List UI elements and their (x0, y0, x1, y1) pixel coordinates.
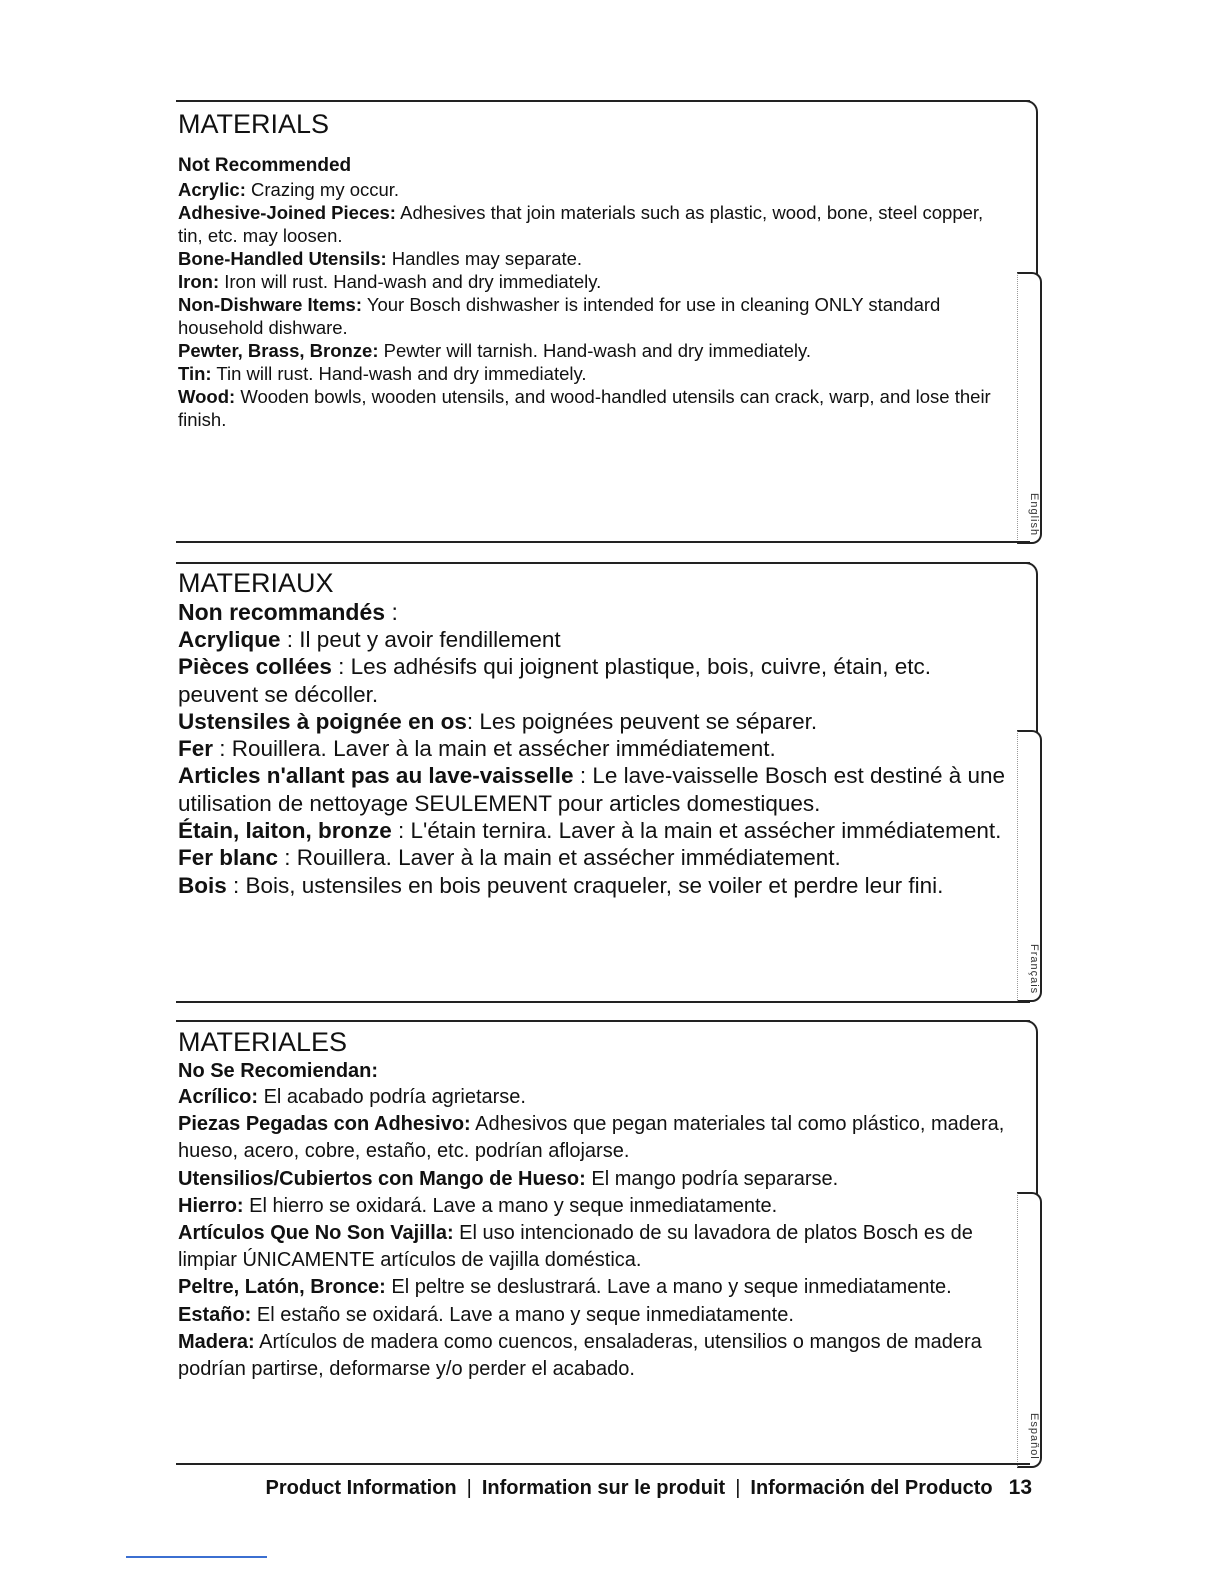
item-text: Pewter will tarnish. Hand-wash and dry immediately. (378, 340, 812, 361)
french-tab-label: Français (1028, 943, 1040, 994)
item-term: Peltre, Latón, Bronce: (178, 1276, 386, 1299)
english-tab-label: English (1028, 492, 1040, 536)
french-title: MATERIAUX (178, 568, 334, 598)
footer-product-information: Product Information (265, 1477, 457, 1499)
english-content (178, 108, 1008, 431)
english-item (178, 293, 1008, 339)
english-section (176, 100, 1038, 544)
french-bottom-rule (176, 1001, 1030, 1003)
item-text: : L'étain ternira. Laver à la main et assécher immédiatement. (391, 818, 1002, 844)
item-text: El mango podría separarse. (585, 1167, 839, 1190)
item-text: : Bois, ustensiles en bois peuvent craqueler, se voiler et perdre leur fini. (226, 872, 944, 898)
english-item (178, 201, 1008, 247)
spanish-bottom-rule (176, 1463, 1030, 1465)
french-top-rule (176, 562, 1030, 564)
item-text: Handles may separate. (386, 248, 583, 269)
item-text: : Les adhésifs qui joignent plastique, bois, cuivre, étain, etc. peuvent se décoller. (178, 654, 931, 707)
item-text: : Il peut y avoir fendillement (280, 627, 561, 652)
item-term: Hierro: (178, 1194, 244, 1217)
item-term: Madera: (178, 1330, 255, 1353)
spanish-top-rule (176, 1020, 1030, 1022)
french-item (178, 762, 1008, 817)
spanish-section (176, 1020, 1038, 1466)
footer-separator: | (735, 1477, 741, 1499)
french-content (178, 568, 1008, 899)
english-item (178, 339, 1008, 362)
item-text: Tin will rust. Hand-wash and dry immediately. (211, 363, 587, 384)
item-text: El acabado podría agrietarse. (258, 1086, 526, 1108)
english-item (178, 270, 1008, 293)
item-term: Wood: (178, 386, 236, 407)
item-text: : Rouillera. Laver à la main et assécher immédiatement. (278, 845, 841, 871)
english-item (178, 362, 1008, 385)
french-language-tab (1017, 730, 1042, 1002)
item-term: Bone-Handled Utensils: (178, 248, 387, 269)
item-term: Pewter, Brass, Bronze: (178, 340, 379, 361)
french-item (178, 872, 1008, 899)
french-item (178, 653, 1008, 708)
english-top-rule (176, 100, 1030, 102)
french-item (178, 626, 1008, 653)
item-text: Artículos de madera como cuencos, ensaladeras, utensilios o mangos de madera podrían partirse, deformarse y/o perder el acabado. (178, 1330, 982, 1381)
spanish-item (178, 1274, 1008, 1301)
page-footer (176, 1476, 1038, 1500)
spanish-language-tab (1017, 1192, 1042, 1468)
item-text: : Les poignées peuvent se séparer. (466, 708, 818, 734)
item-text: Adhesivos que pegan materiales tal como plástico, madera, hueso, acero, cobre, estaño, etc. podrían aflojarse. (178, 1113, 1005, 1163)
page-number: 13 (1008, 1476, 1032, 1499)
english-bottom-rule (176, 541, 1030, 543)
item-text: : Le lave-vaisselle Bosch est destiné à une utilisation de nettoyage SEULEMENT pour articles domestiques. (178, 763, 1006, 816)
english-item (178, 385, 1008, 431)
item-text: El peltre se deslustrará. Lave a mano y seque inmediatamente. (385, 1276, 952, 1299)
subtitle-suffix: : (385, 599, 398, 625)
item-term: Fer blanc (178, 845, 279, 871)
item-term: Acrylique (178, 627, 281, 652)
english-item (178, 247, 1008, 270)
spanish-title: MATERIALES (178, 1027, 348, 1057)
item-term: Étain, laiton, bronze (178, 818, 392, 844)
french-item (178, 844, 1008, 871)
item-term: Ustensiles à poignée en os (178, 708, 467, 734)
french-item (178, 735, 1008, 762)
spanish-item (178, 1084, 1008, 1111)
item-term: Iron: (178, 271, 220, 292)
bottom-blue-rule (126, 1556, 267, 1558)
spanish-tab-label: Español (1028, 1413, 1040, 1460)
english-item (178, 178, 1008, 201)
item-term: Tin: (178, 363, 212, 384)
item-text: Wooden bowls, wooden utensils, and wood-handled utensils can crack, warp, and lose their finish. (178, 386, 991, 430)
spanish-item (178, 1166, 1008, 1193)
item-term: Fer (178, 736, 214, 762)
item-text: : Rouillera. Laver à la main et assécher immédiatement. (213, 736, 776, 762)
french-section (176, 562, 1038, 1004)
item-term: Utensilios/Cubiertos con Mango de Hueso: (178, 1167, 586, 1190)
item-text: Iron will rust. Hand-wash and dry immediately. (219, 271, 602, 292)
footer-separator: | (466, 1477, 472, 1499)
item-text: El estaño se oxidará. Lave a mano y seque inmediatamente. (251, 1303, 794, 1326)
item-term: Adhesive-Joined Pieces: (178, 202, 396, 223)
item-text: Your Bosch dishwasher is intended for use in cleaning ONLY standard household dishware. (178, 294, 941, 338)
english-title: MATERIALS (178, 109, 330, 139)
item-term: Articles n'allant pas au lave-vaisselle (178, 763, 574, 789)
spanish-item (178, 1302, 1008, 1329)
spanish-item (178, 1329, 1008, 1383)
item-text: Crazing my occur. (245, 179, 400, 200)
item-term: Acrylic: (178, 179, 246, 200)
item-text: El hierro se oxidará. Lave a mano y seque inmediatamente. (243, 1194, 778, 1217)
footer-information-produit: Information sur le produit (481, 1477, 726, 1499)
item-text: El uso intencionado de su lavadora de platos Bosch es de limpiar ÚNICAMENTE artículos de vajilla doméstica. (178, 1222, 973, 1272)
item-term: Pièces collées (178, 654, 332, 680)
spanish-content (178, 1026, 1008, 1383)
item-term: Piezas Pegadas con Adhesivo: (178, 1113, 471, 1136)
spanish-item (178, 1220, 1008, 1274)
french-subtitle (178, 598, 1008, 626)
spanish-item (178, 1111, 1008, 1165)
spanish-subtitle: No Se Recomiendan: (178, 1060, 379, 1082)
footer-informacion-producto: Información del Producto (750, 1477, 993, 1499)
spanish-item (178, 1193, 1008, 1220)
french-item (178, 817, 1008, 844)
english-subtitle: Not Recommended (178, 155, 352, 176)
item-term: Non-Dishware Items: (178, 294, 363, 315)
item-term: Artículos Que No Son Vajilla: (178, 1222, 454, 1245)
item-term: Acrílico: (178, 1086, 259, 1108)
item-text: Adhesives that join materials such as plastic, wood, bone, steel copper, tin, etc. may loosen. (178, 202, 984, 246)
english-language-tab (1017, 272, 1042, 544)
french-item (178, 708, 1008, 735)
item-term: Bois (178, 872, 227, 898)
subtitle-text: Non recommandés (178, 599, 386, 625)
item-term: Estaño: (178, 1303, 252, 1326)
